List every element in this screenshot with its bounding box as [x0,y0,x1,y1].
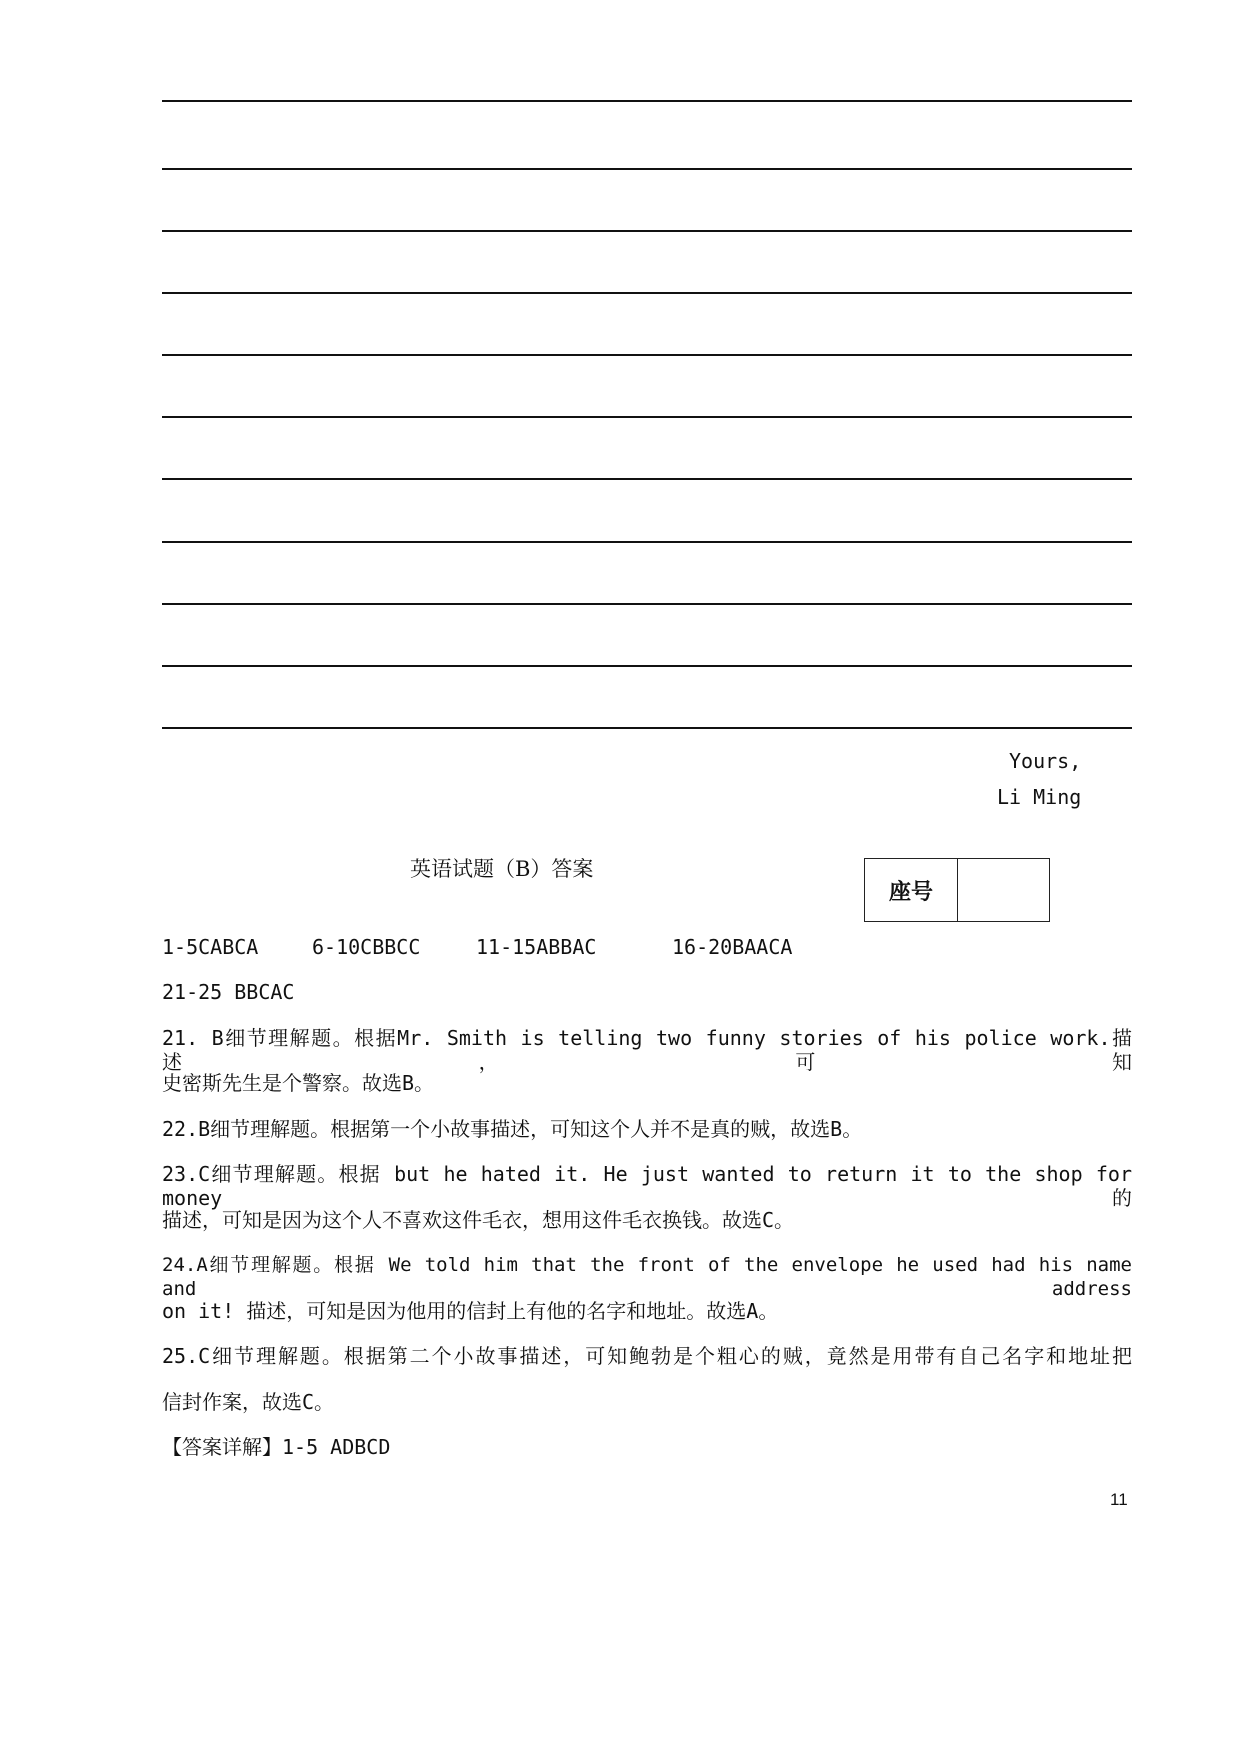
explanation-q25-line2: 信封作案，故选C。 [162,1390,335,1414]
writing-line [162,727,1132,729]
writing-line [162,354,1132,356]
answer-section-title: 英语试题（B）答案 [410,857,594,881]
explanation-q23-line1: 23.C细节理解题。根据 but he hated it. He just wanted to return it to the shop for money 的 [162,1162,1132,1210]
writing-line [162,478,1132,480]
answer-key-16-20: 16-20BAACA [672,935,793,959]
explanation-q21-line1: 21. B细节理解题。根据Mr. Smith is telling two funny stories of his police work.描述，可知 [162,1026,1132,1074]
writing-line [162,665,1132,667]
answer-key-6-10: 6-10CBBCC [312,935,421,959]
explanation-q21-line2: 史密斯先生是个警察。故选B。 [162,1071,435,1095]
letter-signature-name: Li Ming [997,785,1082,809]
writing-line [162,603,1132,605]
letter-closing: Yours, [1009,749,1082,773]
writing-line [162,230,1132,232]
answer-detail-header: 【答案详解】1-5 ADBCD [162,1435,391,1459]
writing-line [162,168,1132,170]
writing-line [162,292,1132,294]
writing-line [162,416,1132,418]
answer-key-21-25: 21-25 BBCAC [162,980,295,1004]
seat-number-box [864,858,1050,922]
explanation-q22: 22.B细节理解题。根据第一个小故事描述，可知这个人并不是真的贼，故选B。 [162,1117,863,1141]
answer-key-1-5: 1-5CABCA [162,935,259,959]
explanation-q24-line2: on it! 描述，可知是因为他用的信封上有他的名字和地址。故选A。 [162,1299,779,1323]
explanation-q24-line1: 24.A细节理解题。根据 We told him that the front of the envelope he used had his name and address [162,1254,1132,1300]
writing-line [162,100,1132,102]
answer-key-11-15: 11-15ABBAC [476,935,597,959]
seat-number-label: 座号 [865,859,958,921]
page-number: 11 [1110,1490,1128,1509]
writing-line [162,541,1132,543]
explanation-q25-line1: 25.C细节理解题。根据第二个小故事描述，可知鲍勃是个粗心的贼，竟然是用带有自己名字和地址把 [162,1344,1132,1368]
explanation-q23-line2: 描述，可知是因为这个人不喜欢这件毛衣，想用这件毛衣换钱。故选C。 [162,1208,795,1232]
seat-number-field [958,859,1049,921]
